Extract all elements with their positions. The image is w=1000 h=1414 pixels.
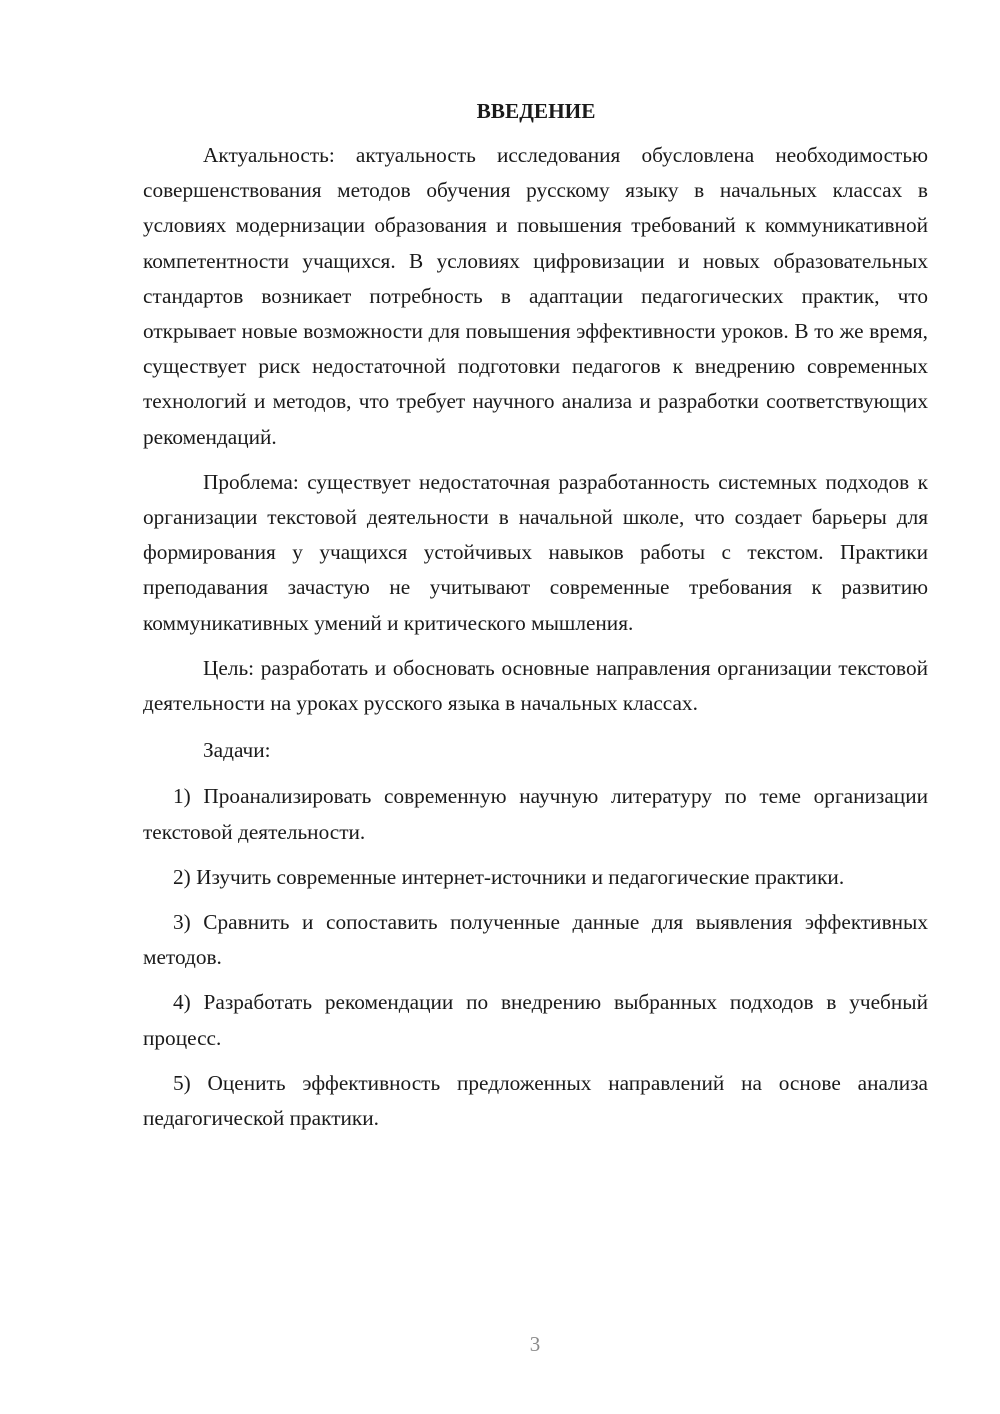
list-item: 1) Проанализировать современную научную литературу по теме организации текстовой деятельности. xyxy=(143,784,928,844)
document-page xyxy=(143,96,928,1146)
page-number: 3 xyxy=(529,1332,541,1356)
list-item: 4) Разработать рекомендации по внедрению выбранных подходов в учебный процесс. xyxy=(143,990,928,1050)
list-item: 5) Оценить эффективность предложенных направлений на основе анализа педагогической практики. xyxy=(143,1070,928,1131)
list-item: 3) Сравнить и сопоставить полученные данные для выявления эффективных методов. xyxy=(143,910,928,970)
paragraph-goal: Цель: разработать и обосновать основные направления организации текстовой деятельности на уроках русского языка в начальных классах. xyxy=(143,655,928,716)
paragraph-relevance: Актуальность: актуальность исследования обусловлена необходимостью совершенствования методов обучения русскому языку в начальных классах в условиях модернизации образования и повышения требований к коммуникативной компетентности учащихся. В условиях цифровизации и новых образовательных стандартов возникает потребность в адаптации педагогических практик, что открывает новые возможности для повышения эффективности уроков. В то же время, существует риск недостаточной подготовки педагогов к внедрению современных технологий и методов, что требует научного анализа и разработки соответствующих рекомендаций. xyxy=(143,143,928,449)
paragraph-problem: Проблема: существует недостаточная разработанность системных подходов к организации текстовой деятельности в начальной школе, что создает барьеры для формирования у учащихся устойчивых навыков работы с текстом. Практики преподавания зачастую не учитывают современные требования к развитию коммуникативных умений и критического мышления. xyxy=(143,469,928,635)
tasks-label: Задачи: xyxy=(203,738,271,763)
section-heading: ВВЕДЕНИЕ xyxy=(476,99,596,123)
list-item: 2) Изучить современные интернет-источники и педагогические практики. xyxy=(173,864,845,889)
task-list xyxy=(143,779,928,1136)
